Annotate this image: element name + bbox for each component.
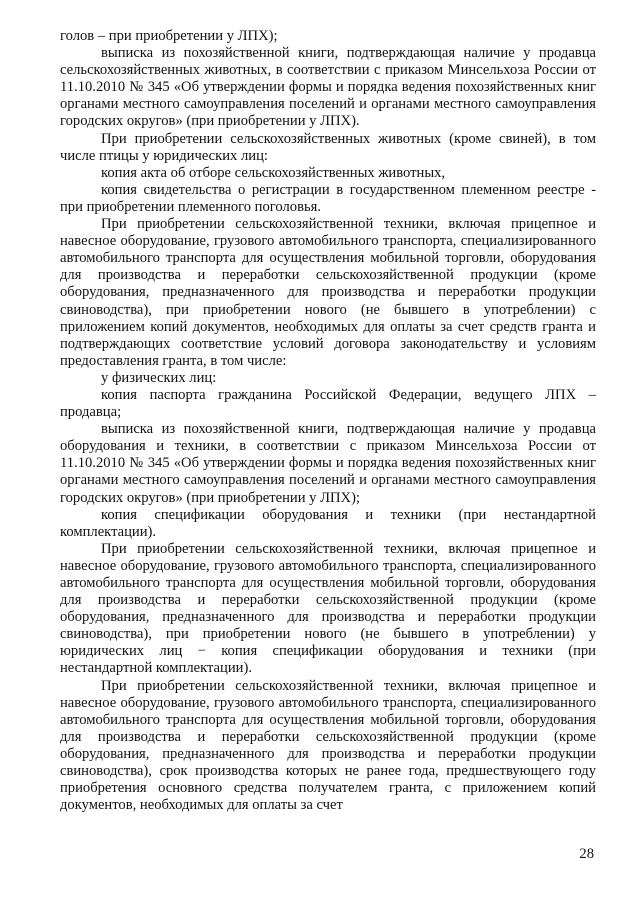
paragraph-specification-copy: копия спецификации оборудования и техники (при нестандартной комплектации).	[60, 506, 596, 540]
paragraph-household-book-extract: выписка из похозяйственной книги, подтверждающая наличие у продавца сельскохозяйственных животных, в соответствии с приказом Минсельхоза России от 11.10.2010 № 345 «Об утверждении формы и порядка ведения похозяйственных книг органами местного самоуправления поселений и органами местного самоуправления городских округов» (при приобретении у ЛПХ).	[60, 45, 596, 130]
paragraph-breeding-registry-copy: копия свидетельства о регистрации в государственном племенном реестре - при приобретении племенного поголовья.	[60, 181, 596, 215]
paragraph-household-book-equipment: выписка из похозяйственной книги, подтверждающая наличие у продавца оборудования и техники, в соответствии с приказом Минсельхоза России от 11.10.2010 № 345 «Об утверждении формы и порядка ведения похозяйственных книг органами местного самоуправления поселений и органами местного самоуправления городских округов» (при приобретении у ЛПХ);	[60, 421, 596, 506]
paragraph-machinery-new: При приобретении сельскохозяйственной техники, включая прицепное и навесное оборудование, грузового автомобильного транспорта, специализированного автомобильного транспорта для осуществления мобильной торговли, оборудования для производства и переработки сельскохозяйственной продукции (кроме оборудования, предназначенного для производства и переработки продукции свиноводства), при приобретении нового (не бывшего в употреблении) с приложением копий документов, необходимых для оплаты за счет средств гранта и подтверждающих соответствие условий договора законодательству и условиям предоставления гранта, в том числе:	[60, 216, 596, 369]
paragraph-selection-act-copy: копия акта об отборе сельскохозяйственных животных,	[101, 164, 446, 181]
document-body	[60, 28, 596, 814]
paragraph-machinery-production-year: При приобретении сельскохозяйственной техники, включая прицепное и навесное оборудование, грузового автомобильного транспорта, специализированного автомобильного транспорта для осуществления мобильной торговли, оборудования для производства и переработки сельскохозяйственной продукции (кроме оборудования, предназначенного для производства и переработки продукции свиноводства), срок производства которых не ранее года, предшествующего году приобретения основного средства получателем гранта, с приложением копий документов, необходимых для оплаты за счет	[60, 677, 596, 814]
paragraph-continuation: голов – при приобретении у ЛПХ);	[60, 28, 278, 44]
paragraph-machinery-legal-entities: При приобретении сельскохозяйственной техники, включая прицепное и навесное оборудование, грузового автомобильного транспорта, специализированного автомобильного транспорта для осуществления мобильной торговли, оборудования для производства и переработки сельскохозяйственной продукции (кроме оборудования, предназначенного для производства и переработки продукции свиноводства), при приобретении нового (не бывшего в употреблении) у юридических лиц − копия спецификации оборудования и техники (при нестандартной комплектации).	[60, 540, 596, 677]
paragraph-animals-legal-entities: При приобретении сельскохозяйственных животных (кроме свиней), в том числе птицы у юридических лиц:	[60, 130, 596, 164]
paragraph-individuals: у физических лиц:	[101, 369, 217, 386]
page-number: 28	[579, 846, 594, 862]
paragraph-passport-copy: копия паспорта гражданина Российской Федерации, ведущего ЛПХ – продавца;	[60, 386, 596, 421]
